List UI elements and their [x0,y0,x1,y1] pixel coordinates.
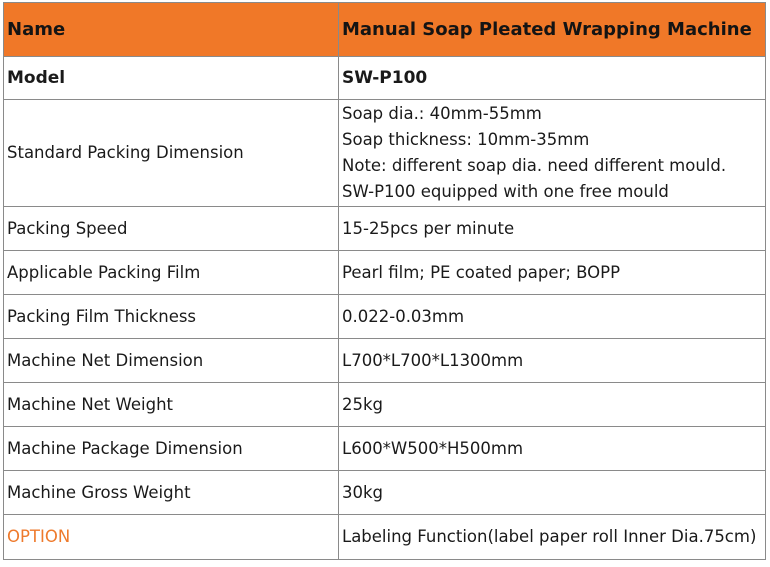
machine-net-weight-value: 25kg [339,383,766,427]
table-row-packing-film-thickness [4,295,766,339]
machine-gross-weight-value: 30kg [339,471,766,515]
spec-table [3,2,766,560]
option-value: Labeling Function(label paper roll Inner Dia.75cm) [339,515,766,560]
soap-diameter-line: Soap dia.: 40mm-55mm [342,104,542,123]
table-row-applicable-packing-film [4,251,766,295]
packing-film-thickness-value: 0.022-0.03mm [339,295,766,339]
machine-package-dimension-value: L600*W500*H500mm [339,427,766,471]
option-label: OPTION [4,515,339,560]
soap-thickness-line: Soap thickness: 10mm-35mm [342,130,590,149]
packing-speed-label: Packing Speed [4,207,339,251]
applicable-packing-film-label: Applicable Packing Film [4,251,339,295]
table-row-model [4,57,766,100]
standard-packing-dimension-value [339,100,766,207]
model-value: SW-P100 [339,57,766,100]
machine-gross-weight-label: Machine Gross Weight [4,471,339,515]
free-mould-line: SW-P100 equipped with one free mould [342,182,669,201]
table-row-packing-speed [4,207,766,251]
mould-note-line: Note: different soap dia. need different mould. [342,156,727,175]
machine-net-dimension-value: L700*L700*L1300mm [339,339,766,383]
table-row-option [4,515,766,560]
machine-package-dimension-label: Machine Package Dimension [4,427,339,471]
machine-net-dimension-label: Machine Net Dimension [4,339,339,383]
standard-packing-dimension-label: Standard Packing Dimension [4,100,339,207]
machine-net-weight-label: Machine Net Weight [4,383,339,427]
table-row-standard-packing-dimension [4,100,766,207]
spec-sheet [3,2,765,560]
table-row-machine-net-weight [4,383,766,427]
header-product-title-cell: Manual Soap Pleated Wrapping Machine [339,3,766,57]
packing-speed-value: 15-25pcs per minute [339,207,766,251]
model-label: Model [4,57,339,100]
table-row-machine-gross-weight [4,471,766,515]
header-name-cell: Name [4,3,339,57]
table-header-row [4,3,766,57]
table-row-machine-package-dimension [4,427,766,471]
packing-film-thickness-label: Packing Film Thickness [4,295,339,339]
table-row-machine-net-dimension [4,339,766,383]
applicable-packing-film-value: Pearl film; PE coated paper; BOPP [339,251,766,295]
